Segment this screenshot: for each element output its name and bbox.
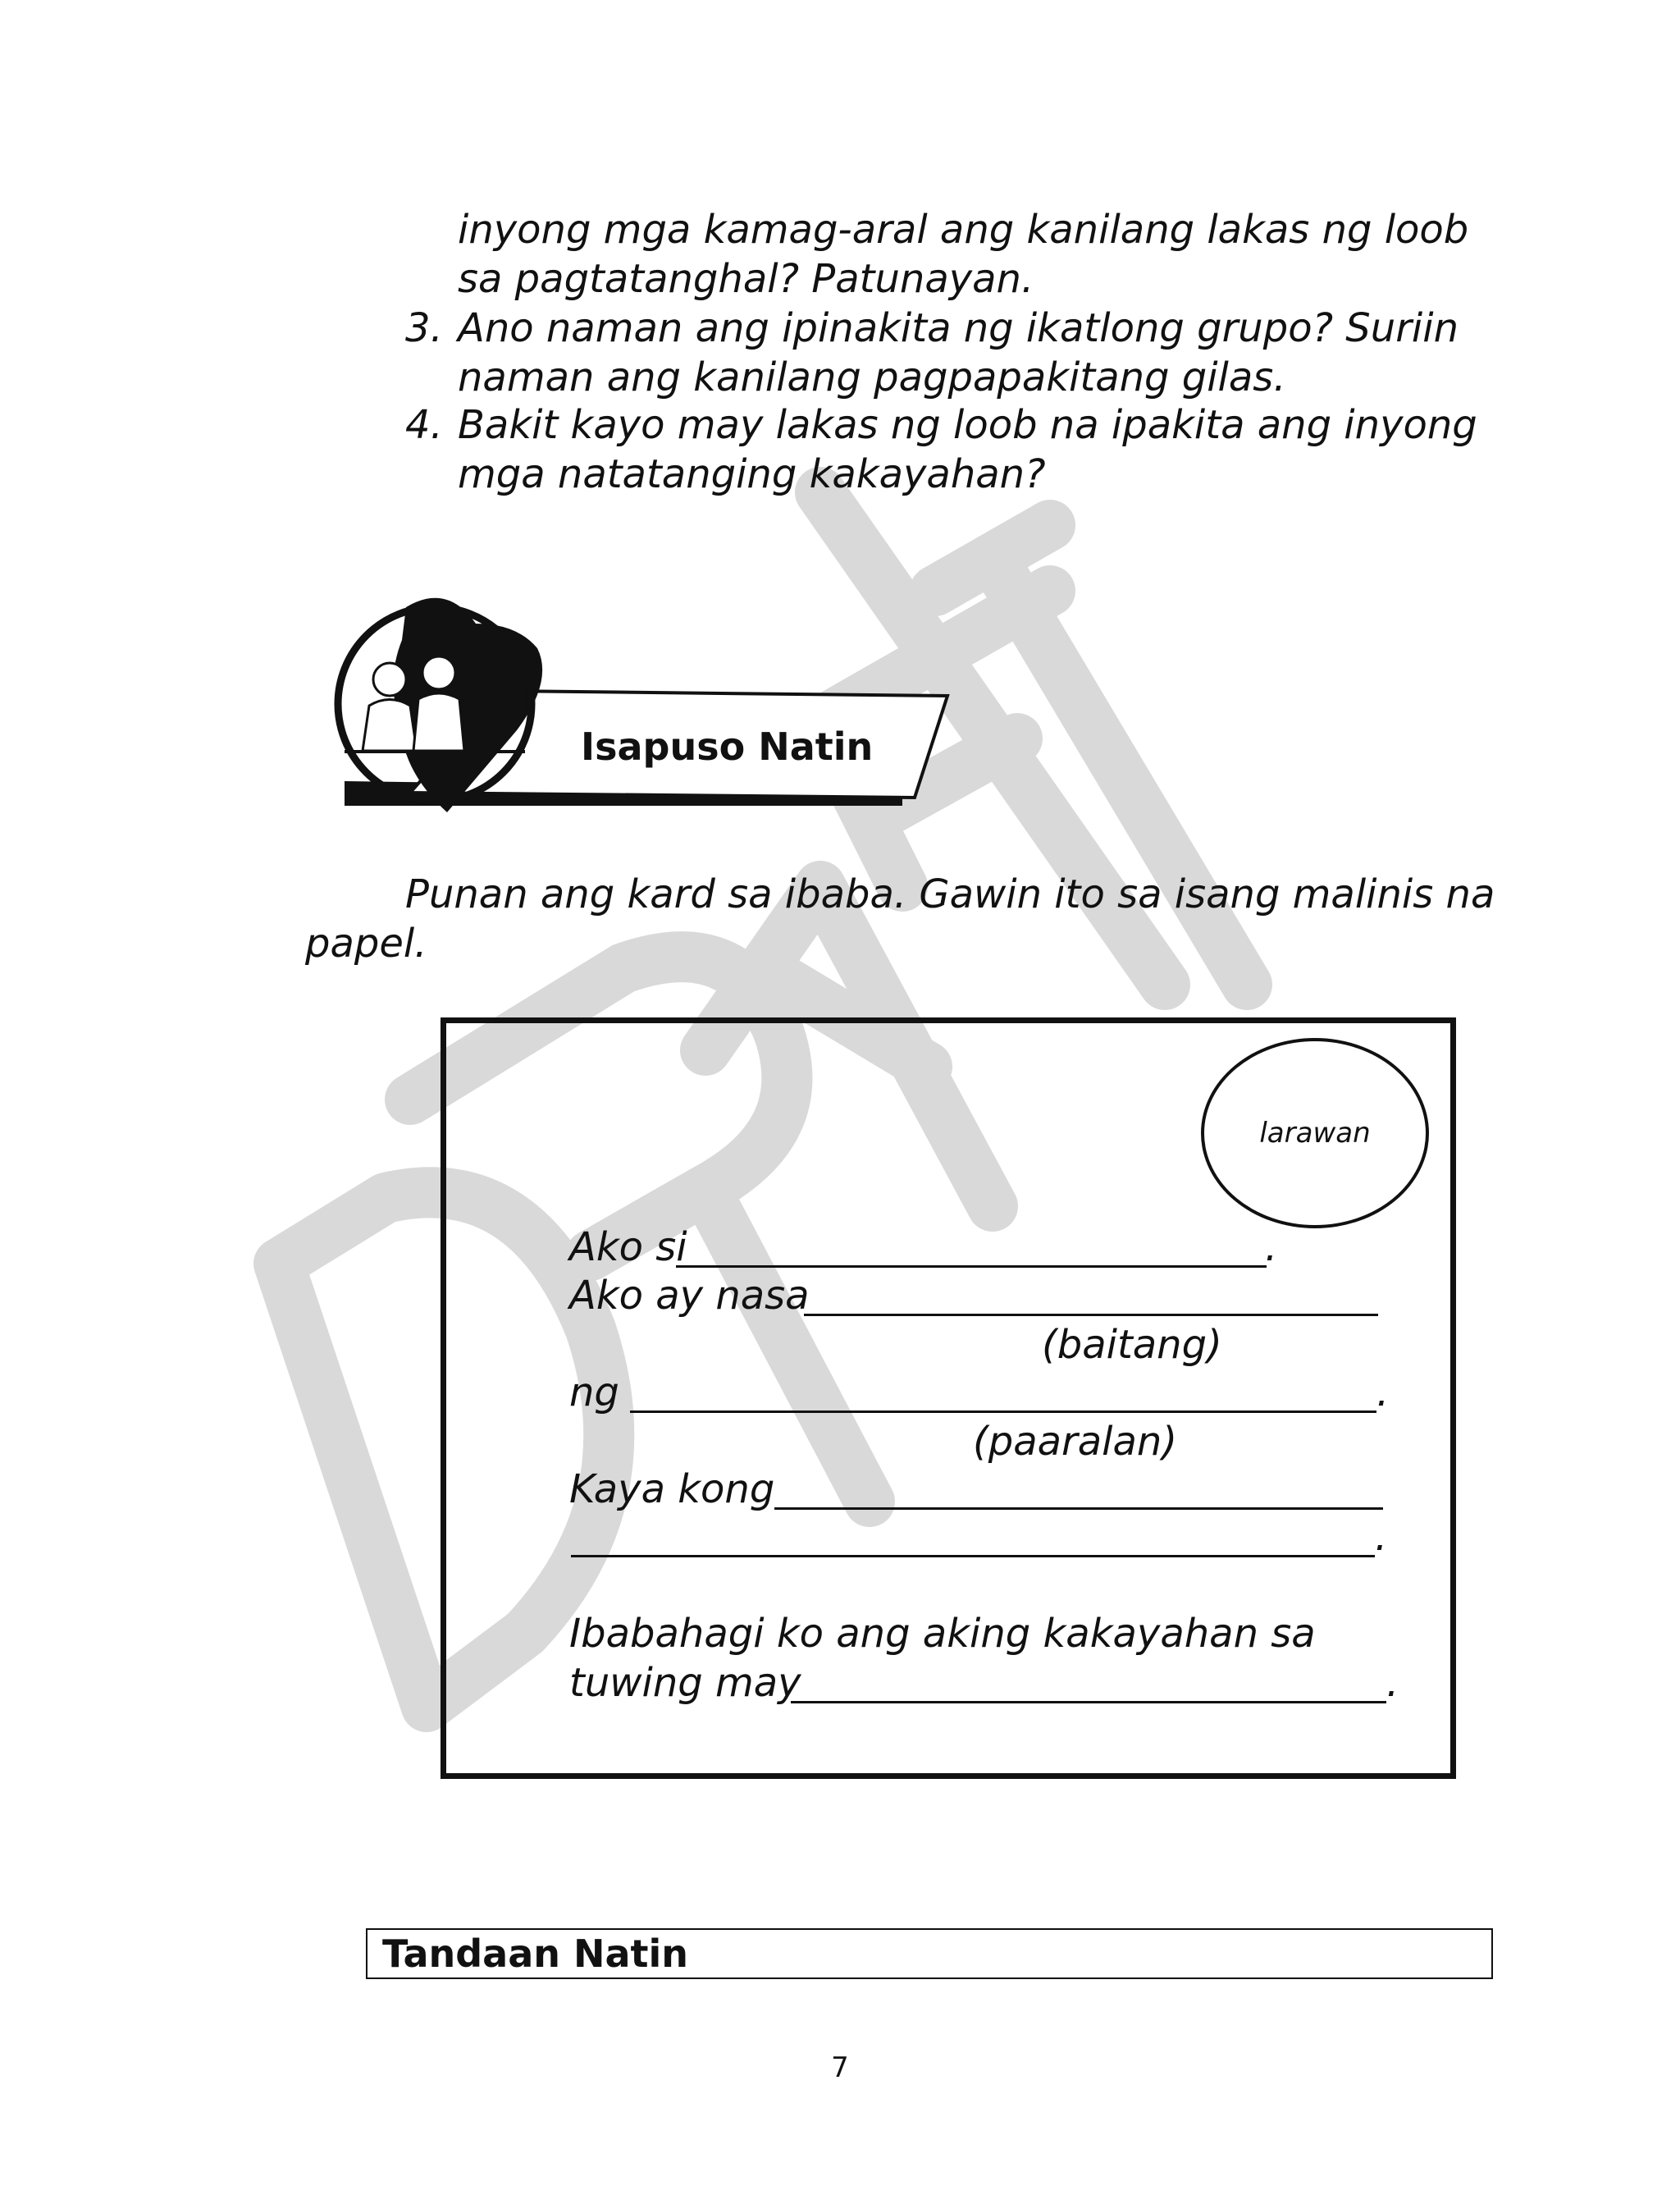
ability-blank-1[interactable] xyxy=(774,1507,1383,1510)
section-title: Isapuso Natin xyxy=(581,725,874,769)
occasion-period: . xyxy=(1386,1660,1399,1706)
question-3-number: 3. xyxy=(405,305,443,351)
ability-period: . xyxy=(1375,1514,1388,1560)
name-period: . xyxy=(1265,1224,1278,1270)
ability-blank-2[interactable] xyxy=(571,1555,1375,1557)
page-number: 7 xyxy=(831,2051,849,2084)
question-4-number: 4. xyxy=(405,402,443,448)
question-3-line-1: Ano naman ang ipinakita ng ikatlong grupo? Suriin xyxy=(458,305,1459,351)
tuwing-may-label: tuwing may xyxy=(569,1660,801,1706)
name-blank[interactable] xyxy=(676,1265,1267,1268)
grade-blank[interactable] xyxy=(804,1314,1378,1316)
school-period: . xyxy=(1376,1369,1390,1415)
kaya-kong-label: Kaya kong xyxy=(569,1466,775,1512)
ibabahagi-line-1: Ibabahagi ko ang aking kakayahan sa xyxy=(569,1611,1316,1657)
photo-placeholder xyxy=(1201,1038,1429,1228)
ako-si-label: Ako si xyxy=(569,1224,687,1270)
photo-label: larawan xyxy=(1259,1117,1371,1150)
ako-ay-nasa-label: Ako ay nasa xyxy=(569,1273,810,1319)
section-header-graphic xyxy=(312,591,952,821)
question-3-line-2: naman ang kanilang pagpapakitang gilas. xyxy=(458,354,1286,400)
paaralan-label: (paaralan) xyxy=(973,1419,1178,1465)
question-4-line-1: Bakit kayo may lakas ng loob na ipakita ang inyong xyxy=(458,402,1477,448)
ng-label: ng xyxy=(569,1369,619,1415)
occasion-blank[interactable] xyxy=(791,1701,1386,1703)
school-blank[interactable] xyxy=(630,1410,1376,1413)
instruction-line-1: Punan ang kard sa ibaba. Gawin ito sa isang malinis na xyxy=(405,871,1495,917)
question-4-line-2: mga natatanging kakayahan? xyxy=(458,451,1046,497)
fill-in-card xyxy=(441,1017,1456,1779)
question-2-line-2: sa pagtatanghal? Patunayan. xyxy=(458,256,1034,302)
baitang-label: (baitang) xyxy=(1042,1322,1222,1368)
tandaan-natin-title: Tandaan Natin xyxy=(382,1932,689,1976)
instruction-line-2: papel. xyxy=(305,921,427,967)
question-2-line-1: inyong mga kamag-aral ang kanilang lakas ng loob xyxy=(458,207,1469,253)
tandaan-natin-box xyxy=(366,1928,1493,1979)
